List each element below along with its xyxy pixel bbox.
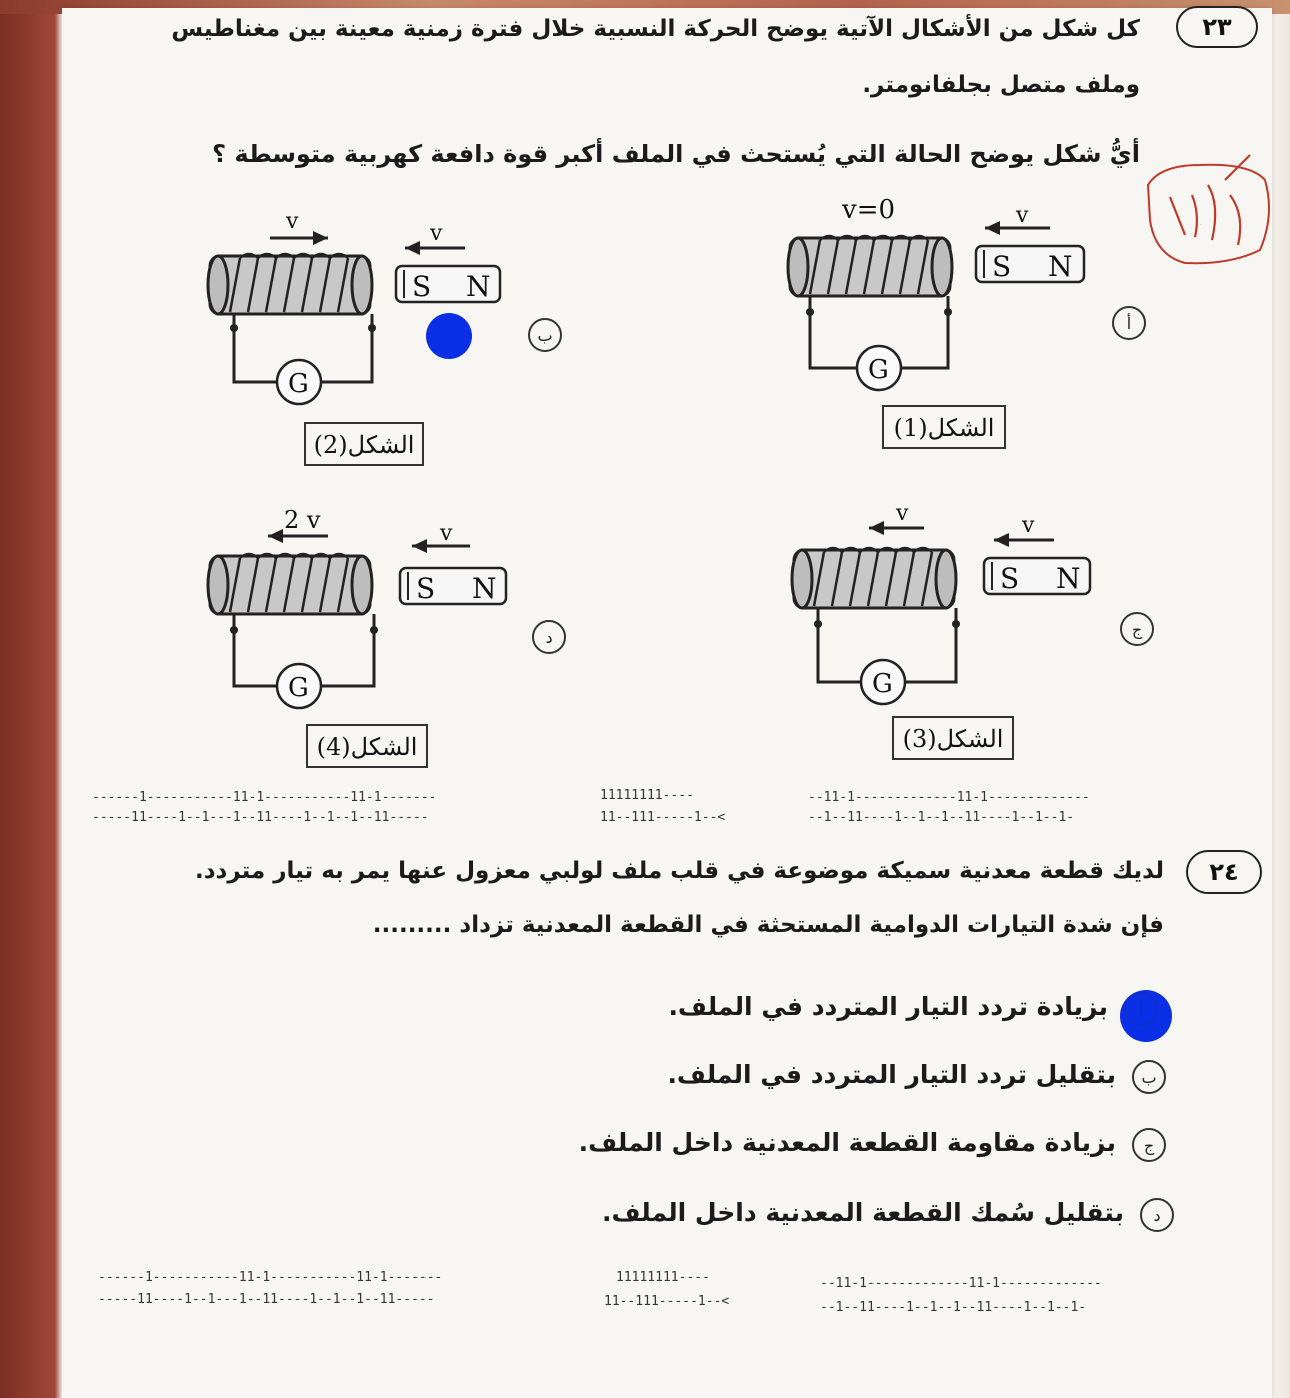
- question-number-24: ٢٤: [1186, 850, 1262, 894]
- fig1-magnet-velocity: v: [1016, 203, 1029, 228]
- q23-text-line1: كل شكل من الأشكال الآتية يوضح الحركة النسبية خلال فترة زمنية معينة بين مغناطيس: [171, 16, 1140, 42]
- q24-option-a-text[interactable]: بزيادة تردد التيار المتردد في الملف.: [668, 992, 1108, 1021]
- fig3-magnet-arrow: [994, 513, 1054, 547]
- q24-option-c-circle[interactable]: ج: [1132, 1128, 1166, 1162]
- fig4-circuit: [230, 614, 378, 708]
- fig4-magnet: [400, 568, 506, 605]
- fig4-magnet-arrow: [412, 521, 470, 553]
- fig2-magnet-s: S: [412, 270, 432, 303]
- option-c-circle[interactable]: ج: [1120, 612, 1154, 646]
- fig4-coil: [208, 554, 372, 614]
- fig3-magnet: [984, 558, 1090, 595]
- answer-row-c2-bottom: --1--11----1--1--1--11----1--1--1-: [820, 1300, 1087, 1315]
- answer-row-a1-bottom: ------1-----------11-1-----------11-1-------: [98, 1270, 443, 1285]
- answer-row-b1: 11111111----: [600, 788, 694, 803]
- fig2-magnet-n: N: [466, 270, 491, 303]
- fig1-circuit: [806, 296, 952, 390]
- fig4-magnet-s: S: [416, 572, 436, 605]
- option-d-circle[interactable]: د: [532, 620, 566, 654]
- answer-row-b2: 11--111-----1--<: [600, 810, 726, 825]
- fig1-magnet: [976, 246, 1084, 283]
- figure-4-label: الشكل(4): [306, 724, 428, 768]
- figure-2-label: الشكل(2): [304, 422, 424, 466]
- fig4-coil-velocity: 2 v: [284, 506, 321, 534]
- fig4-coil-arrow: [268, 506, 328, 543]
- fig2-galvanometer-label: G: [288, 369, 309, 399]
- answer-row-a1: ------1-----------11-1-----------11-1-------: [92, 790, 437, 805]
- fig2-magnet: [396, 266, 500, 303]
- answer-row-c1-bottom: --11-1-------------11-1-------------: [820, 1276, 1102, 1291]
- fig3-coil-arrow: [869, 501, 924, 535]
- fig1-magnet-arrow: [985, 203, 1050, 235]
- q24-text-line2: فإن شدة التيارات الدوامية المستحثة في القطعة المعدنية تزداد .........: [372, 912, 1164, 938]
- q23-question: أيُّ شكل يوضح الحالة التي يُستحث في الملف أكبر قوة دافعة كهربية متوسطة ؟: [212, 140, 1140, 168]
- fig2-circuit: [230, 314, 376, 404]
- q23-text-line2: وملف متصل بجلفانومتر.: [862, 72, 1140, 98]
- fig3-magnet-s: S: [1000, 562, 1020, 595]
- answer-row-a2-bottom: -----11----1--1---1--11----1--1--1--11-----: [98, 1292, 435, 1307]
- fig1-magnet-n: N: [1048, 250, 1073, 283]
- fig3-coil: [792, 548, 956, 608]
- fig4-galvanometer-label: G: [288, 673, 309, 703]
- fig2-magnet-arrow: [405, 221, 465, 255]
- figure-3-diagram: [784, 500, 1114, 720]
- q24-text-line1: لديك قطعة معدنية سميكة موضوعة في قلب ملف لولبي معزول عنها يمر به تيار متردد.: [195, 858, 1164, 884]
- fig3-magnet-n: N: [1056, 562, 1081, 595]
- fig1-coil-velocity: v=0: [842, 195, 896, 225]
- fig1-coil: [788, 236, 952, 296]
- q24-option-b-text[interactable]: بتقليل تردد التيار المتردد في الملف.: [667, 1060, 1116, 1089]
- figure-1-label: الشكل(1): [882, 405, 1006, 449]
- figure-3-label: الشكل(3): [892, 716, 1014, 760]
- fig2-coil: [208, 254, 372, 314]
- option-a-circle[interactable]: أ: [1112, 306, 1146, 340]
- q24-option-b-circle[interactable]: ب: [1132, 1060, 1166, 1094]
- figure-4-diagram: [200, 500, 530, 720]
- selection-mark-fig2: [426, 313, 472, 359]
- fig1-galvanometer-label: G: [868, 355, 889, 385]
- fig2-magnet-velocity: v: [430, 221, 443, 246]
- fig2-coil-velocity: v: [286, 209, 299, 234]
- fig3-circuit: [814, 608, 960, 704]
- q24-option-a-circle[interactable]: أ: [1124, 992, 1158, 1026]
- handwritten-mark-text: ١٣: [1200, 225, 1202, 226]
- figure-1-diagram: [780, 190, 1110, 410]
- fig4-magnet-velocity: v: [440, 521, 453, 546]
- fig3-magnet-velocity: v: [1022, 513, 1035, 538]
- q24-option-d-text[interactable]: بتقليل سُمك القطعة المعدنية داخل الملف.: [602, 1198, 1124, 1227]
- q24-option-c-text[interactable]: بزيادة مقاومة القطعة المعدنية داخل الملف.: [578, 1128, 1116, 1157]
- question-number-23: ٢٣: [1176, 6, 1258, 48]
- fig3-coil-velocity: v: [896, 501, 909, 526]
- handwritten-score-mark: [1130, 125, 1280, 275]
- fig3-galvanometer-label: G: [872, 669, 893, 699]
- fig4-magnet-n: N: [472, 572, 497, 605]
- answer-row-a2: -----11----1--1---1--11----1--1--1--11-----: [92, 810, 429, 825]
- answer-row-c1: --11-1-------------11-1-------------: [808, 790, 1090, 805]
- option-b-circle[interactable]: ب: [528, 318, 562, 352]
- q24-option-d-circle[interactable]: د: [1140, 1198, 1174, 1232]
- answer-row-c2: --1--11----1--1--1--11----1--1--1-: [808, 810, 1075, 825]
- answer-row-b1-bottom: 11111111----: [616, 1270, 710, 1285]
- fig2-coil-arrow: [270, 209, 328, 245]
- figure-2-diagram: [200, 200, 530, 420]
- fig1-magnet-s: S: [992, 250, 1012, 283]
- answer-row-b2-bottom: 11--111-----1--<: [604, 1294, 730, 1309]
